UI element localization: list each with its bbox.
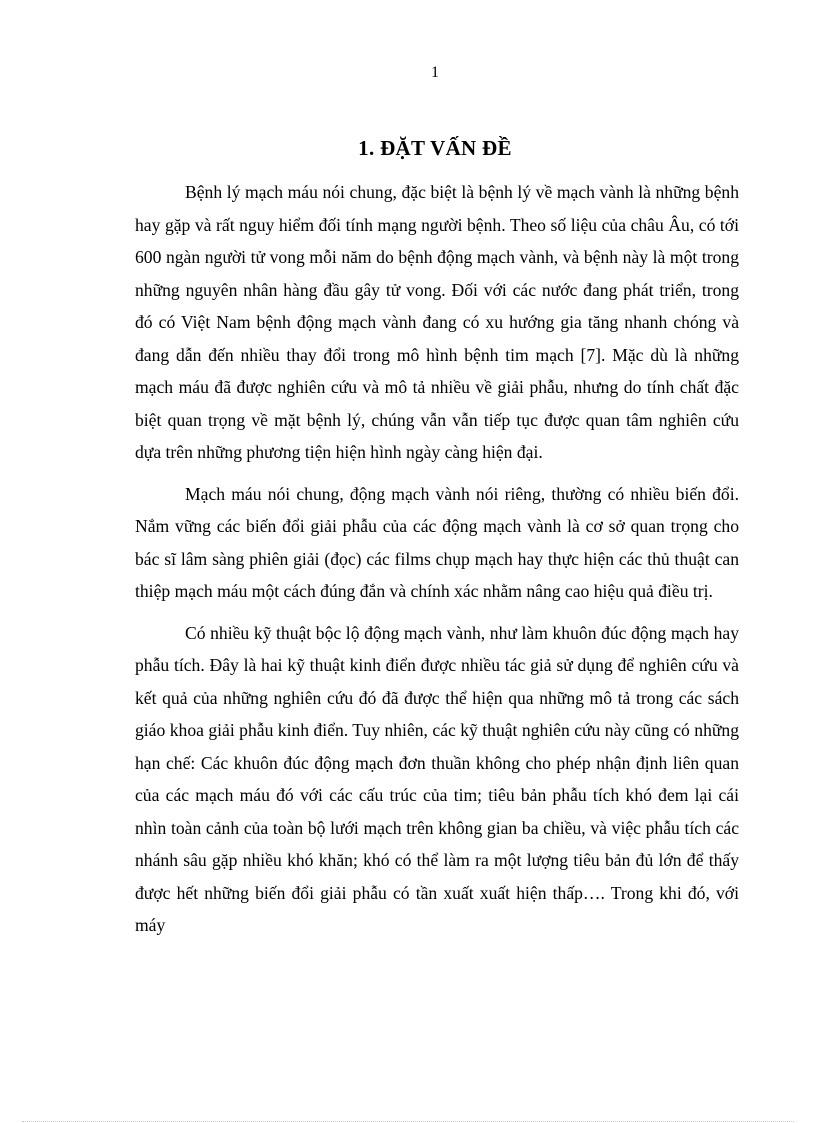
paragraph: Bệnh lý mạch máu nói chung, đặc biệt là bệnh lý về mạch vành là những bệnh hay gặp và rất nguy hiểm đối tính mạng người bệnh. Theo số liệu của châu Âu, có tới 600 ngàn người tử vong mỗi năm do bệnh động mạch vành, và bệnh này là một trong những nguyên nhân hàng đầu gây tử vong. Đối với các nước đang phát triển, trong đó có Việt Nam bệnh động mạch vành đang có xu hướng gia tăng nhanh chóng và đang dẫn đến nhiều thay đổi trong mô hình bệnh tim mạch [7]. Mặc dù là những mạch máu đã được nghiên cứu và mô tả nhiều về giải phẫu, nhưng do tính chất đặc biệt quan trọng về mặt bệnh lý, chúng vẫn vẫn tiếp tục được quan tâm nghiên cứu dựa trên những phương tiện hiện hình ngày càng hiện đại. [135,182,739,462]
page-number: 1 [431,64,439,81]
body-text [135,176,739,951]
paragraph: Có nhiều kỹ thuật bộc lộ động mạch vành, như làm khuôn đúc động mạch hay phẫu tích. Đây là hai kỹ thuật kinh điển được nhiều tác giả sử dụng để nghiên cứu và kết quả của những nghiên cứu đó đã được thể hiện qua những mô tả trong các sách giáo khoa giải phẫu kinh điển. Tuy nhiên, các kỹ thuật nghiên cứu này cũng có những hạn chế: Các khuôn đúc động mạch đơn thuần không cho phép nhận định liên quan của các mạch máu đó với các cấu trúc của tim; tiêu bản phẫu tích khó đem lại cái nhìn toàn cảnh của toàn bộ lưới mạch trên không gian ba chiều, và việc phẫu tích các nhánh sâu gặp nhiều khó khăn; khó có thể làm ra một lượng tiêu bản đủ lớn để thấy được hết những biến đổi giải phẫu có tần xuất xuất hiện thấp…. Trong khi đó, với máy [135,622,739,935]
paragraph: Mạch máu nói chung, động mạch vành nói riêng, thường có nhiều biến đổi. Nắm vững các biến đổi giải phẫu của các động mạch vành là cơ sở quan trọng cho bác sĩ lâm sàng phiên giải (đọc) các films chụp mạch hay thực hiện các thủ thuật can thiệp mạch máu một cách đúng đắn và chính xác nhằm nâng cao hiệu quả điều trị. [135,483,739,601]
page-bottom-divider [22,1121,794,1122]
section-heading: 1. ĐẶT VẤN ĐỀ [358,136,512,160]
